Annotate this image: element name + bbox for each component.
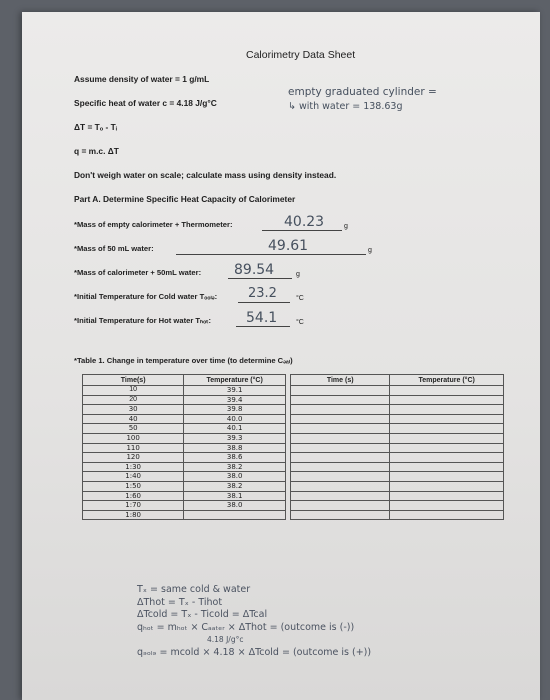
header-temperature: Temperature (°C) xyxy=(184,375,286,386)
field-underline xyxy=(262,230,342,231)
temp-cell xyxy=(390,405,504,415)
temp-cell: 38.2 xyxy=(184,462,286,472)
density-assumption: Assume density of water = 1 g/mL xyxy=(74,74,210,84)
time-cell: 20 xyxy=(83,395,184,405)
time-cell xyxy=(291,405,390,415)
time-cell xyxy=(291,386,390,396)
table-row xyxy=(291,481,504,491)
field-label: *Initial Temperature for Hot water Tₕₒₜ: xyxy=(74,316,211,325)
temp-cell xyxy=(390,395,504,405)
q-formula: q = m.c. ΔT xyxy=(74,146,119,156)
table-row xyxy=(291,491,504,501)
header-time: Time(s) xyxy=(83,375,184,386)
table-row xyxy=(291,501,504,511)
field-value: 23.2 xyxy=(248,286,277,301)
time-cell: 110 xyxy=(83,443,184,453)
specific-heat-assumption: Specific heat of water c = 4.18 J/g°C xyxy=(74,98,217,108)
table-row xyxy=(83,433,286,443)
temp-cell: 38.2 xyxy=(184,481,286,491)
table-row xyxy=(83,481,286,491)
temp-cell xyxy=(390,472,504,482)
table-header-row xyxy=(83,375,286,386)
table-row xyxy=(291,472,504,482)
mass-warning: Don't weigh water on scale; calculate mass using density instead. xyxy=(74,170,337,180)
time-cell xyxy=(291,424,390,434)
field-value: 54.1 xyxy=(246,310,278,326)
table-row xyxy=(291,462,504,472)
field-value: 49.61 xyxy=(268,238,309,254)
time-cell xyxy=(291,414,390,424)
table-row xyxy=(291,386,504,396)
time-cell xyxy=(291,443,390,453)
time-cell xyxy=(291,433,390,443)
table-row xyxy=(83,443,286,453)
field-label: *Mass of 50 mL water: xyxy=(74,244,154,253)
field-label: *Mass of calorimeter + 50mL water: xyxy=(74,268,202,277)
temp-cell: 39.4 xyxy=(184,395,286,405)
side-note-line-1: empty graduated cylinder = xyxy=(288,86,437,98)
temp-cell xyxy=(390,443,504,453)
temp-cell: 39.3 xyxy=(184,433,286,443)
field-unit: °C xyxy=(296,319,304,326)
temp-cell: 39.1 xyxy=(184,386,286,396)
table-row xyxy=(83,501,286,511)
note-line: Tₓ = same cold & water xyxy=(137,584,251,595)
table-row xyxy=(83,405,286,415)
header-temperature: Temperature (°C) xyxy=(390,375,504,386)
table-row xyxy=(291,443,504,453)
temp-cell xyxy=(390,510,504,520)
table-row xyxy=(291,424,504,434)
time-cell xyxy=(291,501,390,511)
temp-cell xyxy=(390,414,504,424)
time-cell xyxy=(291,510,390,520)
time-cell: 1:70 xyxy=(83,501,184,511)
time-cell: 10 xyxy=(83,386,184,396)
temp-cell: 38.8 xyxy=(184,443,286,453)
table-row xyxy=(83,472,286,482)
table-row xyxy=(291,414,504,424)
table-row xyxy=(291,395,504,405)
temp-cell xyxy=(390,433,504,443)
temp-cell: 38.0 xyxy=(184,501,286,511)
temp-cell: 38.6 xyxy=(184,453,286,463)
time-cell: 1:50 xyxy=(83,481,184,491)
temp-cell xyxy=(390,501,504,511)
table-row xyxy=(83,395,286,405)
handwritten-notes xyxy=(137,584,371,660)
temp-cell: 39.8 xyxy=(184,405,286,415)
note-line: 4.18 J/g°c xyxy=(207,635,244,645)
table-caption: *Table 1. Change in temperature over time (to determine Cₔₐₗ) xyxy=(74,356,293,365)
field-unit: °C xyxy=(296,295,304,302)
table-row xyxy=(83,386,286,396)
temp-cell xyxy=(390,453,504,463)
temperature-table-left xyxy=(82,374,286,520)
time-cell: 100 xyxy=(83,433,184,443)
temp-cell xyxy=(390,462,504,472)
field-value: 40.23 xyxy=(284,214,325,230)
field-label: *Mass of empty calorimeter + Thermometer: xyxy=(74,220,233,229)
note-line: ΔTcold = Tₓ - Ticold = ΔTcal xyxy=(137,609,268,621)
time-cell: 1:60 xyxy=(83,491,184,501)
field-underline xyxy=(236,326,290,327)
field-label: *Initial Temperature for Cold water Tₒₒₗₔ: xyxy=(74,292,218,301)
time-cell: 40 xyxy=(83,414,184,424)
page-title: Calorimetry Data Sheet xyxy=(246,49,356,61)
time-cell: 120 xyxy=(83,453,184,463)
temp-cell: 40.1 xyxy=(184,424,286,434)
table-row xyxy=(291,453,504,463)
note-line: qₕₒₜ = mₕₒₜ × Cₐₐₜₑᵣ × ΔThot = (outcome is (-)) xyxy=(137,621,355,633)
temp-cell xyxy=(184,510,286,520)
time-cell: 1:80 xyxy=(83,510,184,520)
table-row xyxy=(83,462,286,472)
delta-t-formula: ΔT = Tₒ - Tᵢ xyxy=(74,122,117,132)
time-cell xyxy=(291,481,390,491)
time-cell: 1:40 xyxy=(83,472,184,482)
table-row xyxy=(83,453,286,463)
table-row xyxy=(291,510,504,520)
temp-cell xyxy=(390,491,504,501)
table-row xyxy=(83,424,286,434)
header-time: Time (s) xyxy=(291,375,390,386)
time-cell xyxy=(291,395,390,405)
temp-cell: 38.0 xyxy=(184,472,286,482)
table-header-row xyxy=(291,375,504,386)
temp-cell: 40.0 xyxy=(184,414,286,424)
time-cell xyxy=(291,453,390,463)
time-cell: 30 xyxy=(83,405,184,415)
field-value: 89.54 xyxy=(234,262,275,278)
note-line: ΔThot = Tₓ - Tihot xyxy=(137,596,223,608)
temp-cell xyxy=(390,424,504,434)
part-a-heading: Part A. Determine Specific Heat Capacity of Calorimeter xyxy=(74,194,296,204)
field-unit: g xyxy=(296,271,300,278)
field-unit: g xyxy=(368,247,372,254)
time-cell xyxy=(291,472,390,482)
time-cell xyxy=(291,462,390,472)
table-row xyxy=(291,405,504,415)
field-underline xyxy=(228,278,292,279)
temperature-table-right xyxy=(290,374,504,520)
data-sheet-paper xyxy=(22,12,540,700)
table-row xyxy=(83,414,286,424)
field-underline xyxy=(238,302,290,303)
field-unit: g xyxy=(344,223,348,230)
table-row xyxy=(83,491,286,501)
side-note-line-2: ↳ with water = 138.63g xyxy=(288,101,403,112)
temp-cell: 38.1 xyxy=(184,491,286,501)
time-cell: 1:30 xyxy=(83,462,184,472)
temp-cell xyxy=(390,481,504,491)
note-line: qₔₒₗₔ = mcold × 4.18 × ΔTcold = (outcome is (+)) xyxy=(137,646,372,658)
temp-cell xyxy=(390,386,504,396)
table-row xyxy=(83,510,286,520)
time-cell: 50 xyxy=(83,424,184,434)
table-row xyxy=(291,433,504,443)
time-cell xyxy=(291,491,390,501)
field-underline xyxy=(176,254,366,255)
